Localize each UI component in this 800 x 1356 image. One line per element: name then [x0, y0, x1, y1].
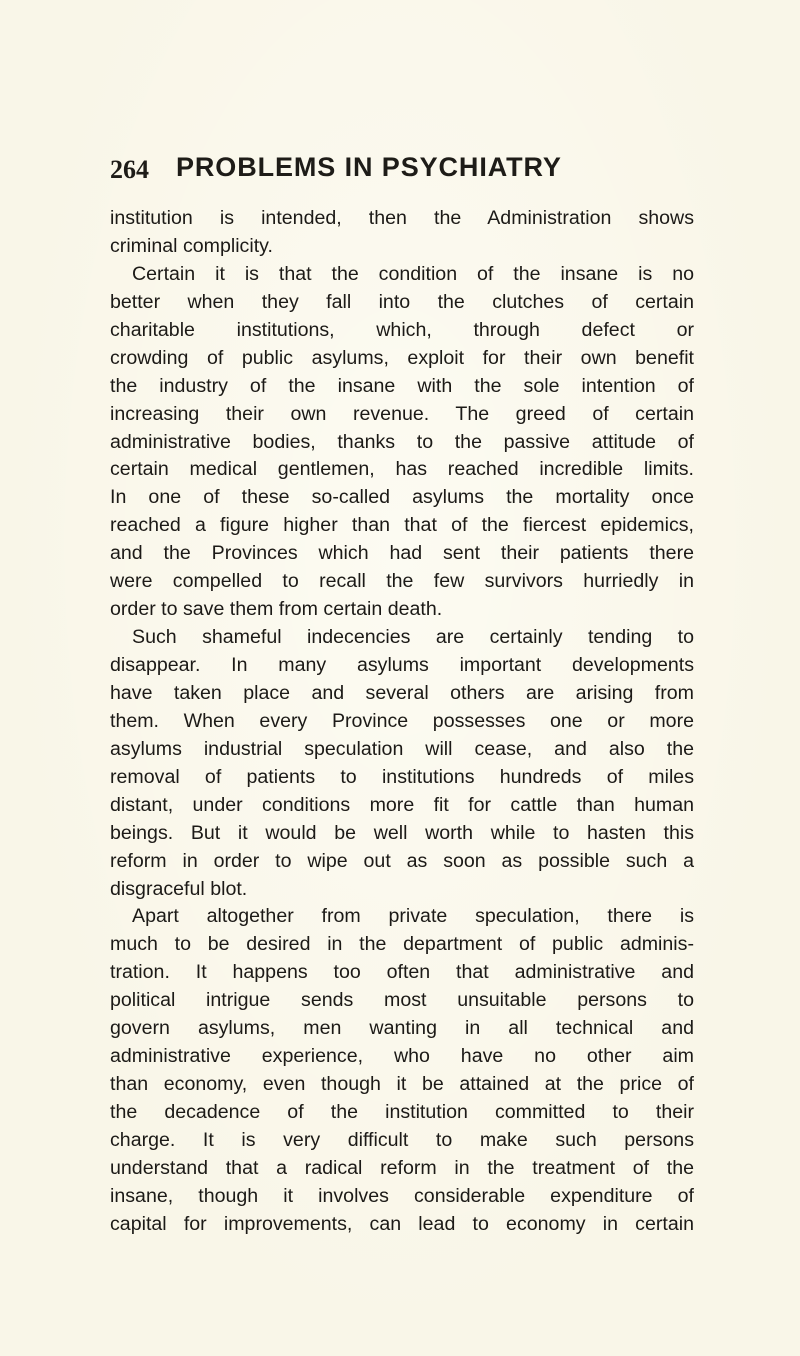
running-title: PROBLEMS IN PSYCHIATRY — [176, 152, 562, 182]
text-line: much to be desired in the department of public adminis- — [110, 933, 694, 956]
text-line: govern asylums, men wanting in all technical and — [110, 1017, 694, 1040]
text-line: crowding of public asylums, exploit for their own benefit — [110, 346, 694, 369]
text-line: them. When every Province possesses one or more — [110, 709, 694, 732]
text-line: charge. It is very difficult to make such persons — [110, 1128, 694, 1151]
text-line: capital for improvements, can lead to economy in certain — [110, 1212, 694, 1235]
text-line: disappear. In many asylums important developments — [110, 654, 694, 676]
text-line: political intrigue sends most unsuitable persons to — [110, 989, 694, 1012]
text-line: institution is intended, then the Administration shows — [110, 207, 694, 229]
text-line: were compelled to recall the few survivors hurriedly in — [110, 570, 694, 593]
text-line: increasing their own revenue. The greed of certain — [110, 402, 694, 425]
text-line: reached a figure higher than that of the fiercest epidemics, — [110, 514, 694, 537]
text-line: administrative experience, who have no other aim — [110, 1045, 694, 1068]
body-text — [110, 205, 694, 1239]
text-line: insane, though it involves considerable expenditure of — [110, 1184, 694, 1207]
text-line: In one of these so-called asylums the mortality once — [110, 486, 694, 509]
text-line: removal of patients to institutions hundreds of miles — [110, 765, 694, 788]
text-line: have taken place and several others are arising from — [110, 681, 694, 704]
text-line: criminal complicity. — [110, 234, 273, 257]
text-line: and the Provinces which had sent their patients there — [110, 542, 694, 565]
text-line: better when they fall into the clutches of certain — [110, 290, 694, 313]
text-line: understand that a radical reform in the treatment of the — [110, 1156, 694, 1179]
text-line: than economy, even though it be attained at the price of — [110, 1073, 694, 1096]
text-line: Such shameful indecencies are certainly tending to — [132, 626, 694, 649]
text-line: order to save them from certain death. — [110, 598, 443, 621]
text-line: asylums industrial speculation will cease, and also the — [110, 737, 694, 760]
text-line: the industry of the insane with the sole intention of — [110, 374, 694, 397]
page-header — [110, 147, 710, 187]
text-line: reform in order to wipe out as soon as possible such a — [110, 849, 694, 872]
text-line: beings. But it would be well worth while to hasten this — [110, 821, 694, 844]
text-line: Certain it is that the condition of the insane is no — [132, 262, 694, 285]
text-line: distant, under conditions more fit for cattle than human — [110, 793, 694, 816]
text-line: tration. It happens too often that administrative and — [110, 961, 694, 984]
page-number: 264 — [110, 155, 149, 184]
text-line: certain medical gentlemen, has reached incredible limits. — [110, 458, 694, 481]
text-line: Apart altogether from private speculation, there is — [132, 905, 694, 928]
text-line: administrative bodies, thanks to the passive attitude of — [110, 430, 694, 453]
text-line: disgraceful blot. — [110, 877, 248, 900]
text-line: charitable institutions, which, through defect or — [110, 318, 694, 341]
text-line: the decadence of the institution committed to their — [110, 1101, 694, 1123]
